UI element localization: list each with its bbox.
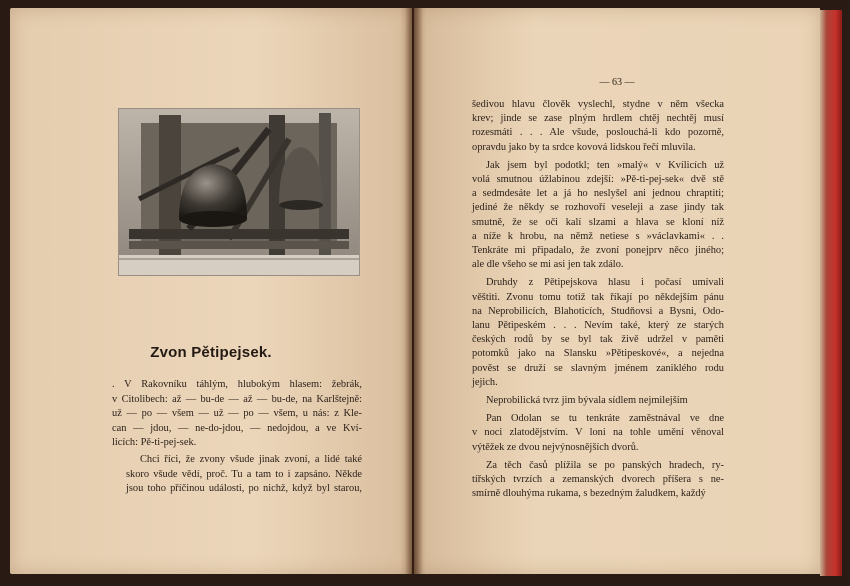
text-line: v Citolibech: až — bu-de — až — bu-de, na Karlštejně: (112, 393, 362, 405)
text-line: lanu Pětipeském . . . Nevím také, který ze starých (472, 320, 724, 332)
book-spine (405, 8, 423, 574)
paragraph (472, 276, 724, 390)
text-line: . V Rakovníku táhlým, hlubokým hlasem: žebrák, (112, 379, 362, 390)
text-line: smírně dlouhýma rukama, s bezedným žaludkem, každý (472, 488, 706, 500)
paragraph (472, 159, 724, 273)
text-line: už — po — všem — už — po — všem, u nás: z Kle- (112, 408, 362, 420)
text-line: smutně, že se oči kalí slzami a hlava se kloní níž (472, 216, 724, 228)
text-line: pověst se druží se slavným jménem zaniklého rodu (472, 362, 724, 374)
text-line: krev; jinde se zase plným hrdlem chtěj nechtěj musí (472, 113, 724, 125)
text-line: potomků jako na Slansku »Pětipeskové«, a nejedna (472, 348, 724, 360)
text-line: na Neprobilicích, Blahoticích, Studňovsi a Bysni, Odo- (472, 305, 724, 317)
chapter-title: Zvon Pětipejsek. (150, 344, 272, 361)
text-line: jsou toho příčinou události, po nichž, když byl starou, (126, 483, 362, 495)
bell-illustration (118, 108, 360, 276)
text-line: jediné že někdy se rozhovoří veseleji a zase jindy tak (472, 202, 724, 214)
text-line: can — jdou, — ne-do-jdou, — nedojdou, a ve Kví- (112, 422, 362, 434)
paragraph (472, 98, 724, 155)
left-page-text (112, 378, 362, 497)
text-line: Tenkráte mi připadalo, že zvoní ponejprv něco jiného; (472, 245, 724, 257)
text-line: licích: Pě-ti-pej-sek. (112, 437, 197, 449)
paragraph (472, 394, 724, 408)
text-line: jejich. (472, 376, 498, 388)
paragraph (472, 459, 724, 502)
text-line: skoro všude vědí, proč. Tu a tam to i zapsáno. Někde (126, 468, 362, 480)
text-line: volá smutnou úžlabinou zdejší: »Pě-ti-pej-sek« dvě stě (472, 174, 724, 186)
page-number: — 63 — (599, 77, 635, 88)
text-line: věštiti. Zvonu tomu totiž tak říkají po někdejším pánu (472, 291, 724, 303)
text-line: Pan Odolan se tu tenkráte zaměstnával ve dne (486, 413, 724, 425)
text-line: rozesmáti . . . Ale všude, poslouchá-li kdo pozorně, (472, 127, 724, 139)
text-line: a níže k hrobu, na němž netiese s »václavkami« . . (472, 230, 724, 242)
text-line: šedivou hlavu člověk vyslechl, stydne v něm všecka (472, 99, 724, 110)
page-edge (820, 10, 842, 576)
paragraph (112, 378, 362, 451)
text-line: Za těch časů plížila se po panských hradech, ry- (486, 459, 724, 471)
text-line: opravdu jako by ta srdce kovová lidskou řečí mluvila. (472, 141, 696, 153)
text-line: Jak jsem byl podotkl; ten »malý« v Kvílicích už (486, 159, 724, 171)
text-line: Neprobilická tvrz jim bývala sídlem nejmilejším (486, 395, 688, 407)
right-page-text (472, 98, 724, 501)
text-line: českých rodů by se byl tak živě udržel v paměti (472, 334, 724, 346)
text-line: a sedmdesáte let a já ho neslyšel ani jednou chraptiti; (472, 188, 724, 200)
paragraph (112, 453, 362, 497)
text-line: Druhdy z Pětipejskova hlasu i počasí umívali (486, 277, 724, 289)
paragraph (472, 412, 724, 455)
text-line: ale dle všeho se mi asi jen tak zdálo. (472, 259, 624, 271)
text-line: tířských tvrzích a zemanských dvorech příšera s ne- (472, 474, 724, 486)
text-line: v noci zlatodějstvím. V loni na tohle umění věnoval (472, 427, 724, 439)
text-line: výtěžek ze dvou nejvýnosnějších dvorů. (472, 441, 639, 453)
text-line: Chci říci, že zvony všude jinak zvoní, a lidé také (140, 453, 362, 465)
